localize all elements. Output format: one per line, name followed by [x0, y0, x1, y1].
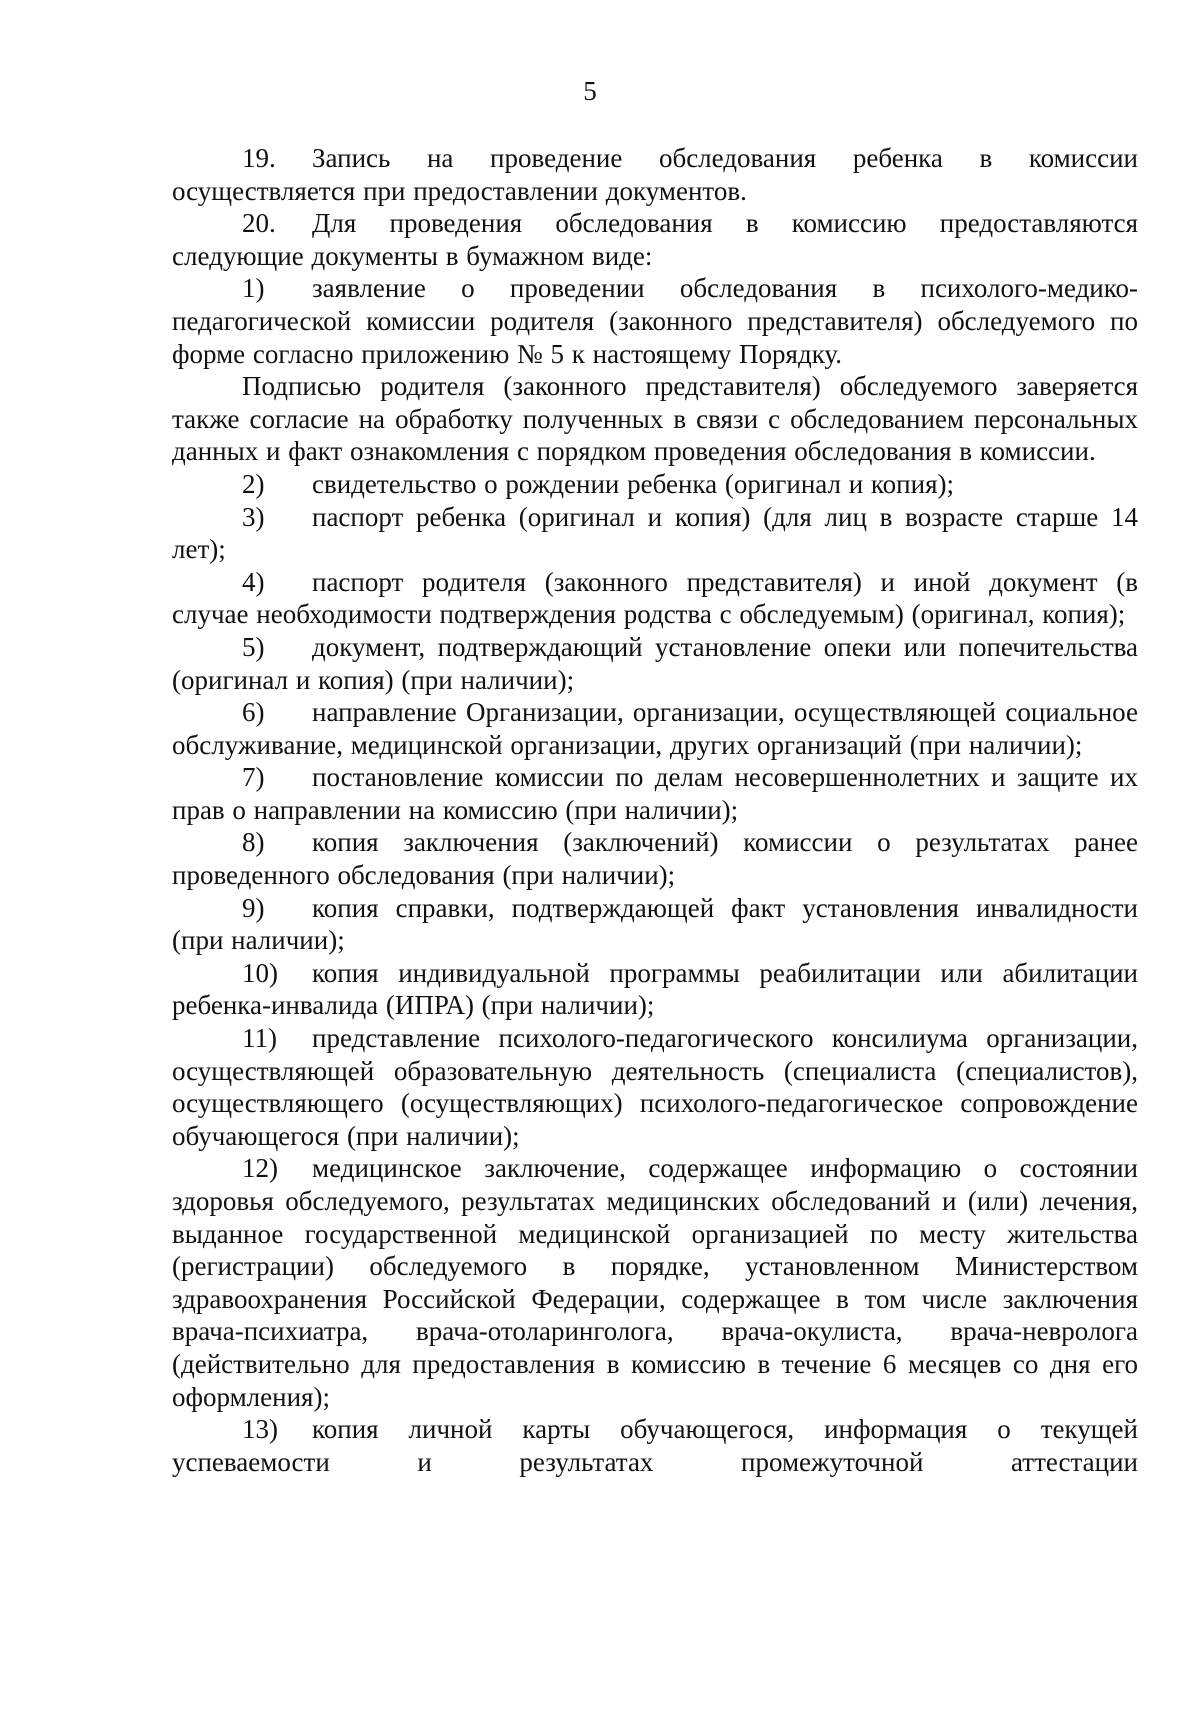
list-item-4	[172, 566, 1138, 631]
paragraph-text: медицинское заключение, содержащее информацию о состоянии здоровья обследуемого, результатах медицинских обследований и (или) лечения, выданное государственной медицинской организацией по месту жительства (регистрации) обследуемого в порядке, установленном Министерством здравоохранения Российской Федерации, содержащее в том числе заключения врача-психиатра, врача-отоларинголога, врача-окулиста, врача-невролога (действительно для предоставления в комиссию в течение 6 месяцев со дня его оформления);	[172, 1153, 1138, 1412]
list-item-5	[172, 631, 1138, 696]
item-number: 4)	[242, 566, 265, 597]
document-body	[172, 142, 1138, 1478]
item-number: 7)	[242, 762, 265, 793]
item-number: 12)	[242, 1153, 278, 1184]
item-number: 13)	[242, 1414, 278, 1445]
paragraph-text: Запись на проведение обследования ребенка в комиссии осуществляется при предоставлении документов.	[172, 143, 1138, 206]
item-number: 19.	[242, 143, 276, 173]
list-item-3	[172, 501, 1138, 566]
list-item-8	[172, 826, 1138, 891]
item-number: 6)	[242, 697, 265, 728]
page-number: 5	[583, 76, 597, 106]
paragraph-text: копия заключения (заключений) комиссии о результатах ранее проведенного обследования (при наличии);	[172, 827, 1138, 891]
paragraph-text: направление Организации, организации, осуществляющей социальное обслуживание, медицинской организации, других организаций (при наличии);	[172, 697, 1138, 760]
item-number: 10)	[242, 957, 278, 988]
item-number: 9)	[242, 892, 265, 923]
list-item-13	[172, 1413, 1138, 1478]
paragraph-text: паспорт ребенка (оригинал и копия) (для лиц в возрасте старше 14 лет);	[172, 501, 1138, 565]
item-number: 3)	[242, 501, 265, 532]
paragraph-text: заявление о проведении обследования в психолого-медико-педагогической комиссии родителя (законного представителя) обследуемого по форме согласно приложению № 5 к настоящему Порядку.	[172, 273, 1138, 369]
item-number: 2)	[242, 468, 265, 499]
list-item-7	[172, 761, 1138, 826]
list-item-2	[172, 468, 1138, 501]
paragraph-20	[172, 207, 1138, 272]
paragraph-text: постановление комиссии по делам несовершеннолетних и защите их прав о направлении на комиссию (при наличии);	[172, 762, 1138, 825]
paragraph-text: Подписью родителя (законного представителя) обследуемого заверяется также согласие на обработку полученных в связи с обследованием персональных данных и факт ознакомления с порядком проведения обследования в комиссии.	[172, 371, 1138, 467]
paragraph-text: свидетельство о рождении ребенка (оригинал и копия);	[312, 468, 954, 499]
paragraph-text: паспорт родителя (законного представителя) и иной документ (в случае необходимости подтверждения родства с обследуемым) (оригинал, копия);	[172, 566, 1138, 630]
paragraph-19	[172, 142, 1138, 207]
list-item-10	[172, 957, 1138, 1022]
item-number: 11)	[242, 1023, 277, 1054]
list-item-11	[172, 1022, 1138, 1152]
item-number: 5)	[242, 631, 265, 662]
list-item-9	[172, 892, 1138, 957]
paragraph-signature-note	[172, 370, 1138, 468]
paragraph-text: Для проведения обследования в комиссию предоставляются следующие документы в бумажном виде:	[172, 208, 1138, 271]
item-number: 8)	[242, 827, 265, 858]
list-item-1	[172, 272, 1138, 370]
paragraph-text: представление психолого-педагогического консилиума организации, осуществляющей образовательную деятельность (специалиста (специалистов), осуществляющего (осуществляющих) психолого-педагогическое сопровождение обучающегося (при наличии);	[172, 1023, 1138, 1151]
paragraph-text: копия личной карты обучающегося, информация о текущей успеваемости и результатах промежуточной аттестации	[172, 1414, 1138, 1477]
paragraph-text: копия справки, подтверждающей факт установления инвалидности (при наличии);	[172, 892, 1138, 956]
paragraph-text: документ, подтверждающий установление опеки или попечительства (оригинал и копия) (при наличии);	[172, 631, 1138, 695]
item-number: 1)	[242, 273, 265, 304]
item-number: 20.	[242, 208, 276, 239]
paragraph-text: копия индивидуальной программы реабилитации или абилитации ребенка-инвалида (ИПРА) (при наличии);	[172, 957, 1138, 1021]
list-item-12	[172, 1152, 1138, 1413]
list-item-6	[172, 696, 1138, 761]
